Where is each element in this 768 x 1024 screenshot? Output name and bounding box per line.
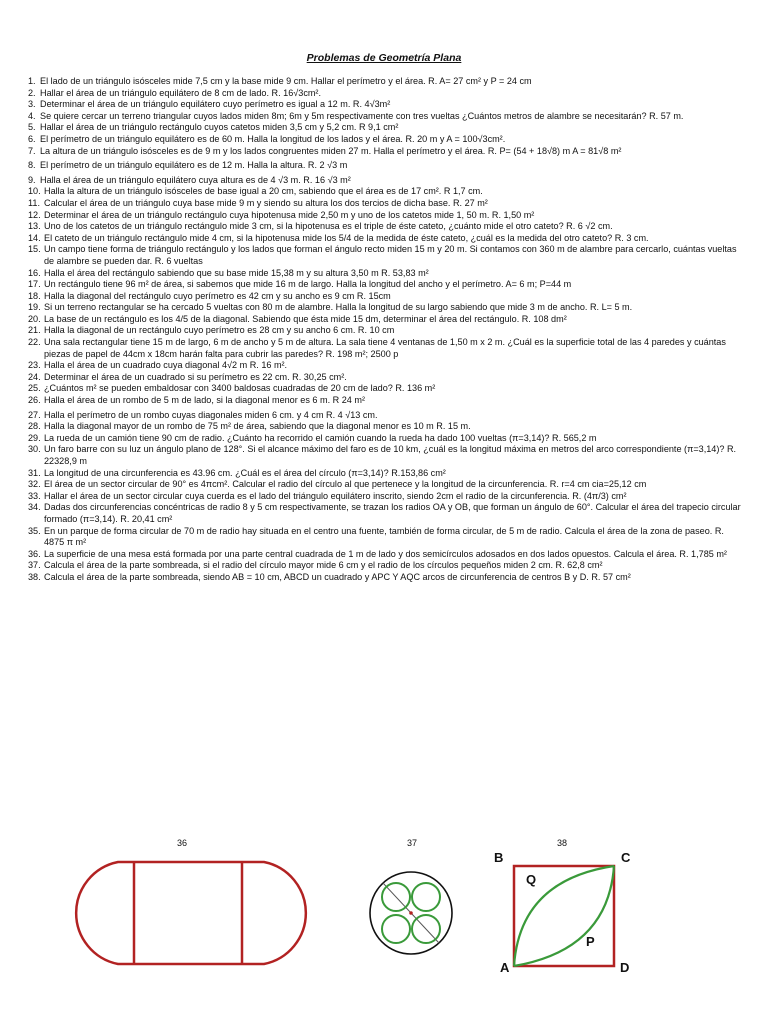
problem-number: 13. <box>28 221 41 232</box>
problem-item <box>28 383 746 395</box>
problem-item <box>28 395 746 407</box>
point-p-label: P <box>586 934 595 949</box>
point-q-label: Q <box>526 872 537 887</box>
problem-text: Hallar el área de un triángulo equilátero de 8 cm de lado. R. 16√3cm². <box>40 87 321 98</box>
vertex-d-label: D <box>620 960 630 974</box>
problem-text: Determinar el área de un triángulo rectángulo cuya hipotenusa mide 2,50 m y uno de los catetos mide 1, 50 m. R. 1,50 m² <box>44 209 535 220</box>
center-point <box>409 911 413 915</box>
problem-text: Hallar el área de un triángulo rectángulo cuyos catetos miden 3,5 cm y 5,2 cm. R 9,1 cm² <box>40 122 399 133</box>
problem-item <box>28 268 746 280</box>
problem-number: 27. <box>28 409 41 420</box>
problem-text: El perímetro de un triángulo equilátero es de 60 m. Halla la longitud de los lados y el área. R. 20 m y A = 100√3cm². <box>40 133 506 144</box>
problem-number: 35. <box>28 525 41 536</box>
problem-text: ¿Cuántos m² se pueden embaldosar con 3400 baldosas cuadradas de 20 cm de lado? R. 136 m² <box>44 383 436 394</box>
problem-item <box>28 99 746 111</box>
problem-item <box>28 491 746 503</box>
problem-number: 4. <box>28 110 36 121</box>
problem-number: 9. <box>28 174 36 185</box>
problem-item <box>28 433 746 445</box>
problem-text: Halla el área de un rombo de 5 m de lado, si la diagonal menor es 6 m. R 24 m² <box>44 395 365 406</box>
problem-text: Halla la diagonal del rectángulo cuyo perímetro es 42 cm y su ancho es 9 cm R. 15cm <box>44 290 391 301</box>
problem-number: 38. <box>28 571 41 582</box>
problem-item <box>28 279 746 291</box>
problem-item <box>28 421 746 433</box>
problem-number: 36. <box>28 548 41 559</box>
problem-item <box>28 410 746 422</box>
problem-item <box>28 572 746 584</box>
problem-text: La longitud de una circunferencia es 43.96 cm. ¿Cuál es el área del círculo (π=3,14)? R.153,86 cm² <box>44 467 446 478</box>
problem-text: Hallar el área de un sector circular cuya cuerda es el lado del triángulo equilátero inscrito, siendo 2cm el radio de la circunferencia. R. (4π/3) cm² <box>44 490 627 501</box>
problem-item <box>28 325 746 337</box>
problem-item <box>28 468 746 480</box>
problem-number: 19. <box>28 302 41 313</box>
problem-number: 31. <box>28 467 41 478</box>
problem-text: Halla la diagonal mayor de un rombo de 75 m² de área, sabiendo que la diagonal menor es 10 m R. 15 m. <box>44 421 471 432</box>
vertex-a-label: A <box>500 960 510 974</box>
problem-text: En un parque de forma circular de 70 m de radio hay situada en el centro una fuente, también de forma circular, de 5 m de radio. Calcula el área de la zona de paseo. R. 4875 π m² <box>44 525 724 548</box>
problem-text: Se quiere cercar un terreno triangular cuyos lados miden 8m; 6m y 5m respectivamente con tres vueltas ¿Cuántos metros de alambre se necesitarán? R. 57 m. <box>40 110 684 121</box>
problem-item <box>28 560 746 572</box>
problem-item <box>28 198 746 210</box>
problem-item <box>28 221 746 233</box>
problem-number: 30. <box>28 444 41 455</box>
problem-item <box>28 549 746 561</box>
problem-text: El lado de un triángulo isósceles mide 7,5 cm y la base mide 9 cm. Hallar el perímetro y el área. R. A= 27 cm² y P = 24 cm <box>40 76 532 86</box>
problem-number: 28. <box>28 421 41 432</box>
problem-number: 34. <box>28 502 41 513</box>
problem-text: Halla la altura de un triángulo isósceles de base igual a 20 cm, sabiendo que el área es de 17 cm². R 1,7 cm. <box>44 186 483 197</box>
problem-item <box>28 291 746 303</box>
problem-text: Uno de los catetos de un triángulo rectángulo mide 3 cm, si la hipotenusa es el triple de éste cateto, ¿cuánto mide el otro cateto? R. 6 √2 cm. <box>44 221 613 232</box>
table-outline <box>76 862 306 964</box>
problem-text: Si un terreno rectangular se ha cercado 5 vueltas con 80 m de alambre. Halla la longitud de su largo sabiendo que mide 3 m de ancho. R. L= 5 m. <box>44 302 633 313</box>
problem-text: Dadas dos circunferencias concéntricas de radio 8 y 5 cm respectivamente, se trazan los radios OA y OB, que forman un ángulo de 60°. Calcular el área del trapecio circular formado (π=3,14). R. 20,41 cm² <box>44 502 741 524</box>
vertex-b-label: B <box>494 850 504 865</box>
problem-text: Calcula el área de la parte sombreada, siendo AB = 10 cm, ABCD un cuadrado y APC Y AQC arcos de circunferencia de centros B y D. R. 57 cm² <box>44 571 631 582</box>
problem-item <box>28 479 746 491</box>
problem-text: Halla el área de un triángulo equilátero cuya altura es de 4 √3 m. R. 16 √3 m² <box>40 174 351 185</box>
problem-text: Un faro barre con su luz un ángulo plano de 128°. Si el alcance máximo del faro es de 10 km, ¿cuál es la longitud máxima en metros del arco correspondiente (π=3,14)? R. 22328,9 m <box>44 444 737 466</box>
problem-number: 32. <box>28 479 41 490</box>
problem-item <box>28 526 746 549</box>
figure-36-table-diagram <box>62 858 320 968</box>
problem-number: 1. <box>28 76 36 86</box>
problem-item <box>28 76 746 88</box>
problem-number: 22. <box>28 337 41 348</box>
problem-text: La rueda de un camión tiene 90 cm de radio. ¿Cuánto ha recorrido el camión cuando la rueda ha dado 100 vueltas (π=3,14)? R. 565,2 m <box>44 432 597 443</box>
problem-text: Un rectángulo tiene 96 m² de área, si sabemos que mide 16 m de largo. Halla la longitud del ancho y el perímetro. A= 6 m; P=44 m <box>44 279 572 290</box>
problem-item <box>28 186 746 198</box>
problem-item <box>28 314 746 326</box>
problem-item <box>28 175 746 187</box>
problem-item <box>28 122 746 134</box>
problem-text: La superficie de una mesa está formada por una parte central cuadrada de 1 m de lado y dos semicírculos adosados en dos lados opuestos. Calcula el área. R. 1,785 m² <box>44 548 727 559</box>
problem-text: El área de un sector circular de 90° es 4πcm². Calcular el radio del círculo al que pertenece y la longitud de la circunferencia. R. r=4 cm cia=25,12 cm <box>44 479 647 490</box>
problem-item <box>28 88 746 100</box>
problem-number: 11. <box>28 197 40 208</box>
problem-item <box>28 360 746 372</box>
vertex-c-label: C <box>621 850 631 865</box>
figure-38-label: 38 <box>557 838 568 848</box>
problem-item <box>28 160 746 172</box>
problem-text: La base de un rectángulo es los 4/5 de la diagonal. Sabiendo que ésta mide 15 dm, determinar el área del rectángulo. R. 108 dm² <box>44 313 567 324</box>
problem-number: 15. <box>28 244 41 255</box>
problem-text: Halla el área del rectángulo sabiendo que su base mide 15,38 m y su altura 3,50 m R. 53,83 m² <box>44 267 429 278</box>
problem-number: 10. <box>28 186 41 197</box>
problem-number: 16. <box>28 267 41 278</box>
small-circle-bottom-left <box>382 915 410 943</box>
problem-list <box>28 76 746 584</box>
problem-item <box>28 244 746 267</box>
problem-number: 33. <box>28 490 41 501</box>
problem-number: 21. <box>28 325 41 336</box>
problem-item <box>28 337 746 360</box>
problem-text: Una sala rectangular tiene 15 m de largo, 6 m de ancho y 5 m de altura. La sala tiene 4 ventanas de 1,50 m x 2 m. ¿Cuál es la superficie total de las 4 paredes y cuántas piezas de papel de 44cm x 18cm harán falta para cubrir las paredes? R. 198 m²; 2500 p <box>44 337 726 359</box>
problem-item <box>28 134 746 146</box>
figure-37-circles-diagram <box>366 861 456 965</box>
problem-text: La altura de un triángulo isósceles es de 9 m y los lados congruentes miden 27 m. Halla el perímetro y el área. R. P= (54 + 18√8) m A = 81√8 m² <box>40 145 622 156</box>
problem-number: 12. <box>28 209 41 220</box>
figure-37-label: 37 <box>407 838 418 848</box>
figure-38-square-diagram <box>490 850 650 974</box>
problem-text: El cateto de un triángulo rectángulo mide 4 cm, si la hipotenusa mide los 5/4 de la medida de éste cateto, ¿cuál es la medida del otro cateto? R. 3 cm. <box>44 232 649 243</box>
problem-number: 2. <box>28 87 36 98</box>
problem-item <box>28 302 746 314</box>
problem-item <box>28 210 746 222</box>
small-circle-top-right <box>412 883 440 911</box>
problem-number: 26. <box>28 395 41 406</box>
problem-text: Calcular el área de un triángulo cuya base mide 9 m y siendo su altura los dos tercios de dicha base. R. 27 m² <box>44 197 488 208</box>
problem-number: 5. <box>28 122 36 133</box>
problem-number: 24. <box>28 371 41 382</box>
problem-number: 20. <box>28 313 41 324</box>
problem-text: Determinar el área de un triángulo equilátero cuyo perímetro es igual a 12 m. R. 4√3m² <box>40 99 391 110</box>
problem-item <box>28 146 746 158</box>
problem-text: Halla la diagonal de un rectángulo cuyo perímetro es 28 cm y su ancho 6 cm. R. 10 cm <box>44 325 395 336</box>
problem-item <box>28 372 746 384</box>
problem-text: Un campo tiene forma de triángulo rectángulo y los lados que forman el ángulo recto miden 15 m y 20 m. Si contamos con 360 m de alambre para cercarlo, cuántas vueltas de alambre se pueden dar. R. 6 vueltas <box>44 244 737 266</box>
problem-number: 7. <box>28 145 36 156</box>
problem-number: 29. <box>28 432 41 443</box>
problem-text: Determinar el área de un cuadrado si su perímetro es 22 cm. R. 30,25 cm². <box>44 371 347 382</box>
problem-number: 37. <box>28 560 41 571</box>
problem-item <box>28 111 746 123</box>
figure-36-label: 36 <box>177 838 188 848</box>
problem-number: 23. <box>28 360 41 371</box>
problem-item <box>28 233 746 245</box>
problem-number: 14. <box>28 232 41 243</box>
problem-number: 6. <box>28 133 36 144</box>
problem-text: Halla el área de un cuadrado cuya diagonal 4√2 m R. 16 m². <box>44 360 288 371</box>
problem-text: Calcula el área de la parte sombreada, si el radio del círculo mayor mide 6 cm y el radio de los círculos pequeños miden 2 cm. R. 62,8 cm² <box>44 560 603 571</box>
problem-number: 17. <box>28 279 41 290</box>
problem-number: 25. <box>28 383 41 394</box>
problem-item <box>28 444 746 467</box>
problem-number: 3. <box>28 99 36 110</box>
problem-number: 8. <box>28 160 36 171</box>
problem-number: 18. <box>28 290 41 301</box>
problem-text: El perímetro de un triángulo equilátero es de 12 m. Halla la altura. R. 2 √3 m <box>40 160 348 171</box>
problem-item <box>28 502 746 525</box>
page-title: Problemas de Geometría Plana <box>306 52 462 64</box>
problem-text: Halla el perímetro de un rombo cuyas diagonales miden 6 cm. y 4 cm R. 4 √13 cm. <box>44 409 378 420</box>
